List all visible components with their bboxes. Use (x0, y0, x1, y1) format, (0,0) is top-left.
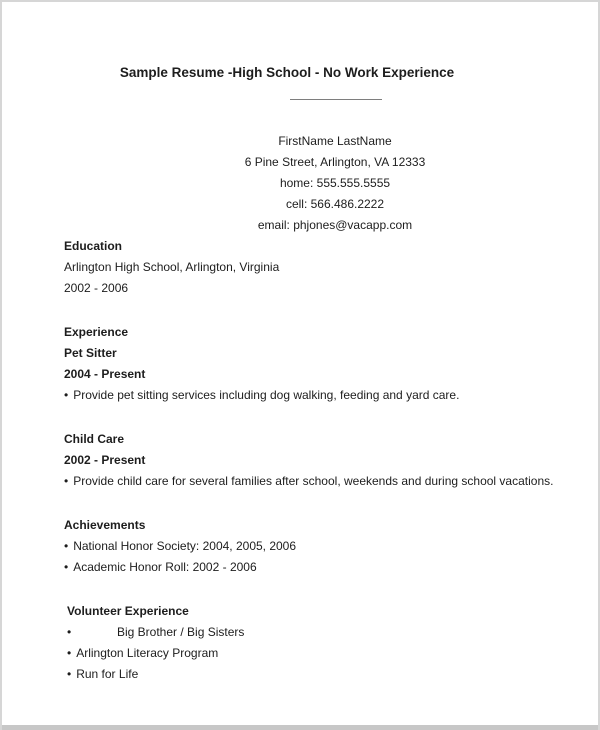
contact-email: email: phjones@vacapp.com (257, 218, 413, 232)
list-item (67, 664, 598, 685)
list-item-text: Academic Honor Roll: 2002 - 2006 (73, 560, 257, 574)
bullet-icon: • (64, 560, 69, 574)
contact-home-phone: home: 555.555.5555 (279, 176, 391, 190)
page-title: Sample Resume -High School - No Work Experience (119, 65, 455, 80)
list-item-text: Provide pet sitting services including dog walking, feeding and yard care. (73, 388, 460, 402)
job-title: Child Care (64, 432, 125, 446)
education-school: Arlington High School, Arlington, Virginia (64, 260, 280, 274)
volunteer-heading: Volunteer Experience (67, 604, 189, 618)
experience-section-pet-sitter (64, 322, 598, 406)
list-item-text: Provide child care for several families after school, weekends and during school vacations. (73, 474, 554, 488)
list-item (64, 385, 598, 406)
list-item (64, 471, 598, 492)
volunteer-section (67, 601, 598, 685)
bullet-icon: • (64, 388, 69, 402)
bullet-icon: • (64, 539, 69, 553)
contact-name: FirstName LastName (278, 134, 392, 148)
list-item (67, 622, 598, 643)
bullet-icon: • (64, 474, 69, 488)
list-item (64, 536, 598, 557)
contact-cell-phone: cell: 566.486.2222 (285, 197, 385, 211)
job-title: Pet Sitter (64, 346, 117, 360)
title-divider (290, 99, 382, 100)
bullet-icon: • (67, 625, 72, 639)
list-item-text: Big Brother / Big Sisters (117, 625, 245, 639)
job-dates: 2004 - Present (64, 367, 146, 381)
experience-heading: Experience (64, 325, 129, 339)
list-item-text: National Honor Society: 2004, 2005, 2006 (73, 539, 297, 553)
list-item-text: Run for Life (76, 667, 139, 681)
experience-section-child-care (64, 429, 598, 492)
education-section (64, 236, 598, 299)
achievements-section (64, 515, 598, 578)
list-item (67, 643, 598, 664)
bullet-icon: • (67, 667, 72, 681)
contact-block (68, 131, 600, 236)
list-item-text: Arlington Literacy Program (76, 646, 219, 660)
achievements-heading: Achievements (64, 518, 146, 532)
bottom-edge-bar (0, 725, 600, 730)
education-heading: Education (64, 239, 123, 253)
job-dates: 2002 - Present (64, 453, 146, 467)
list-item (64, 557, 598, 578)
contact-address: 6 Pine Street, Arlington, VA 12333 (244, 155, 426, 169)
bullet-icon: • (67, 646, 72, 660)
education-dates: 2002 - 2006 (64, 281, 129, 295)
